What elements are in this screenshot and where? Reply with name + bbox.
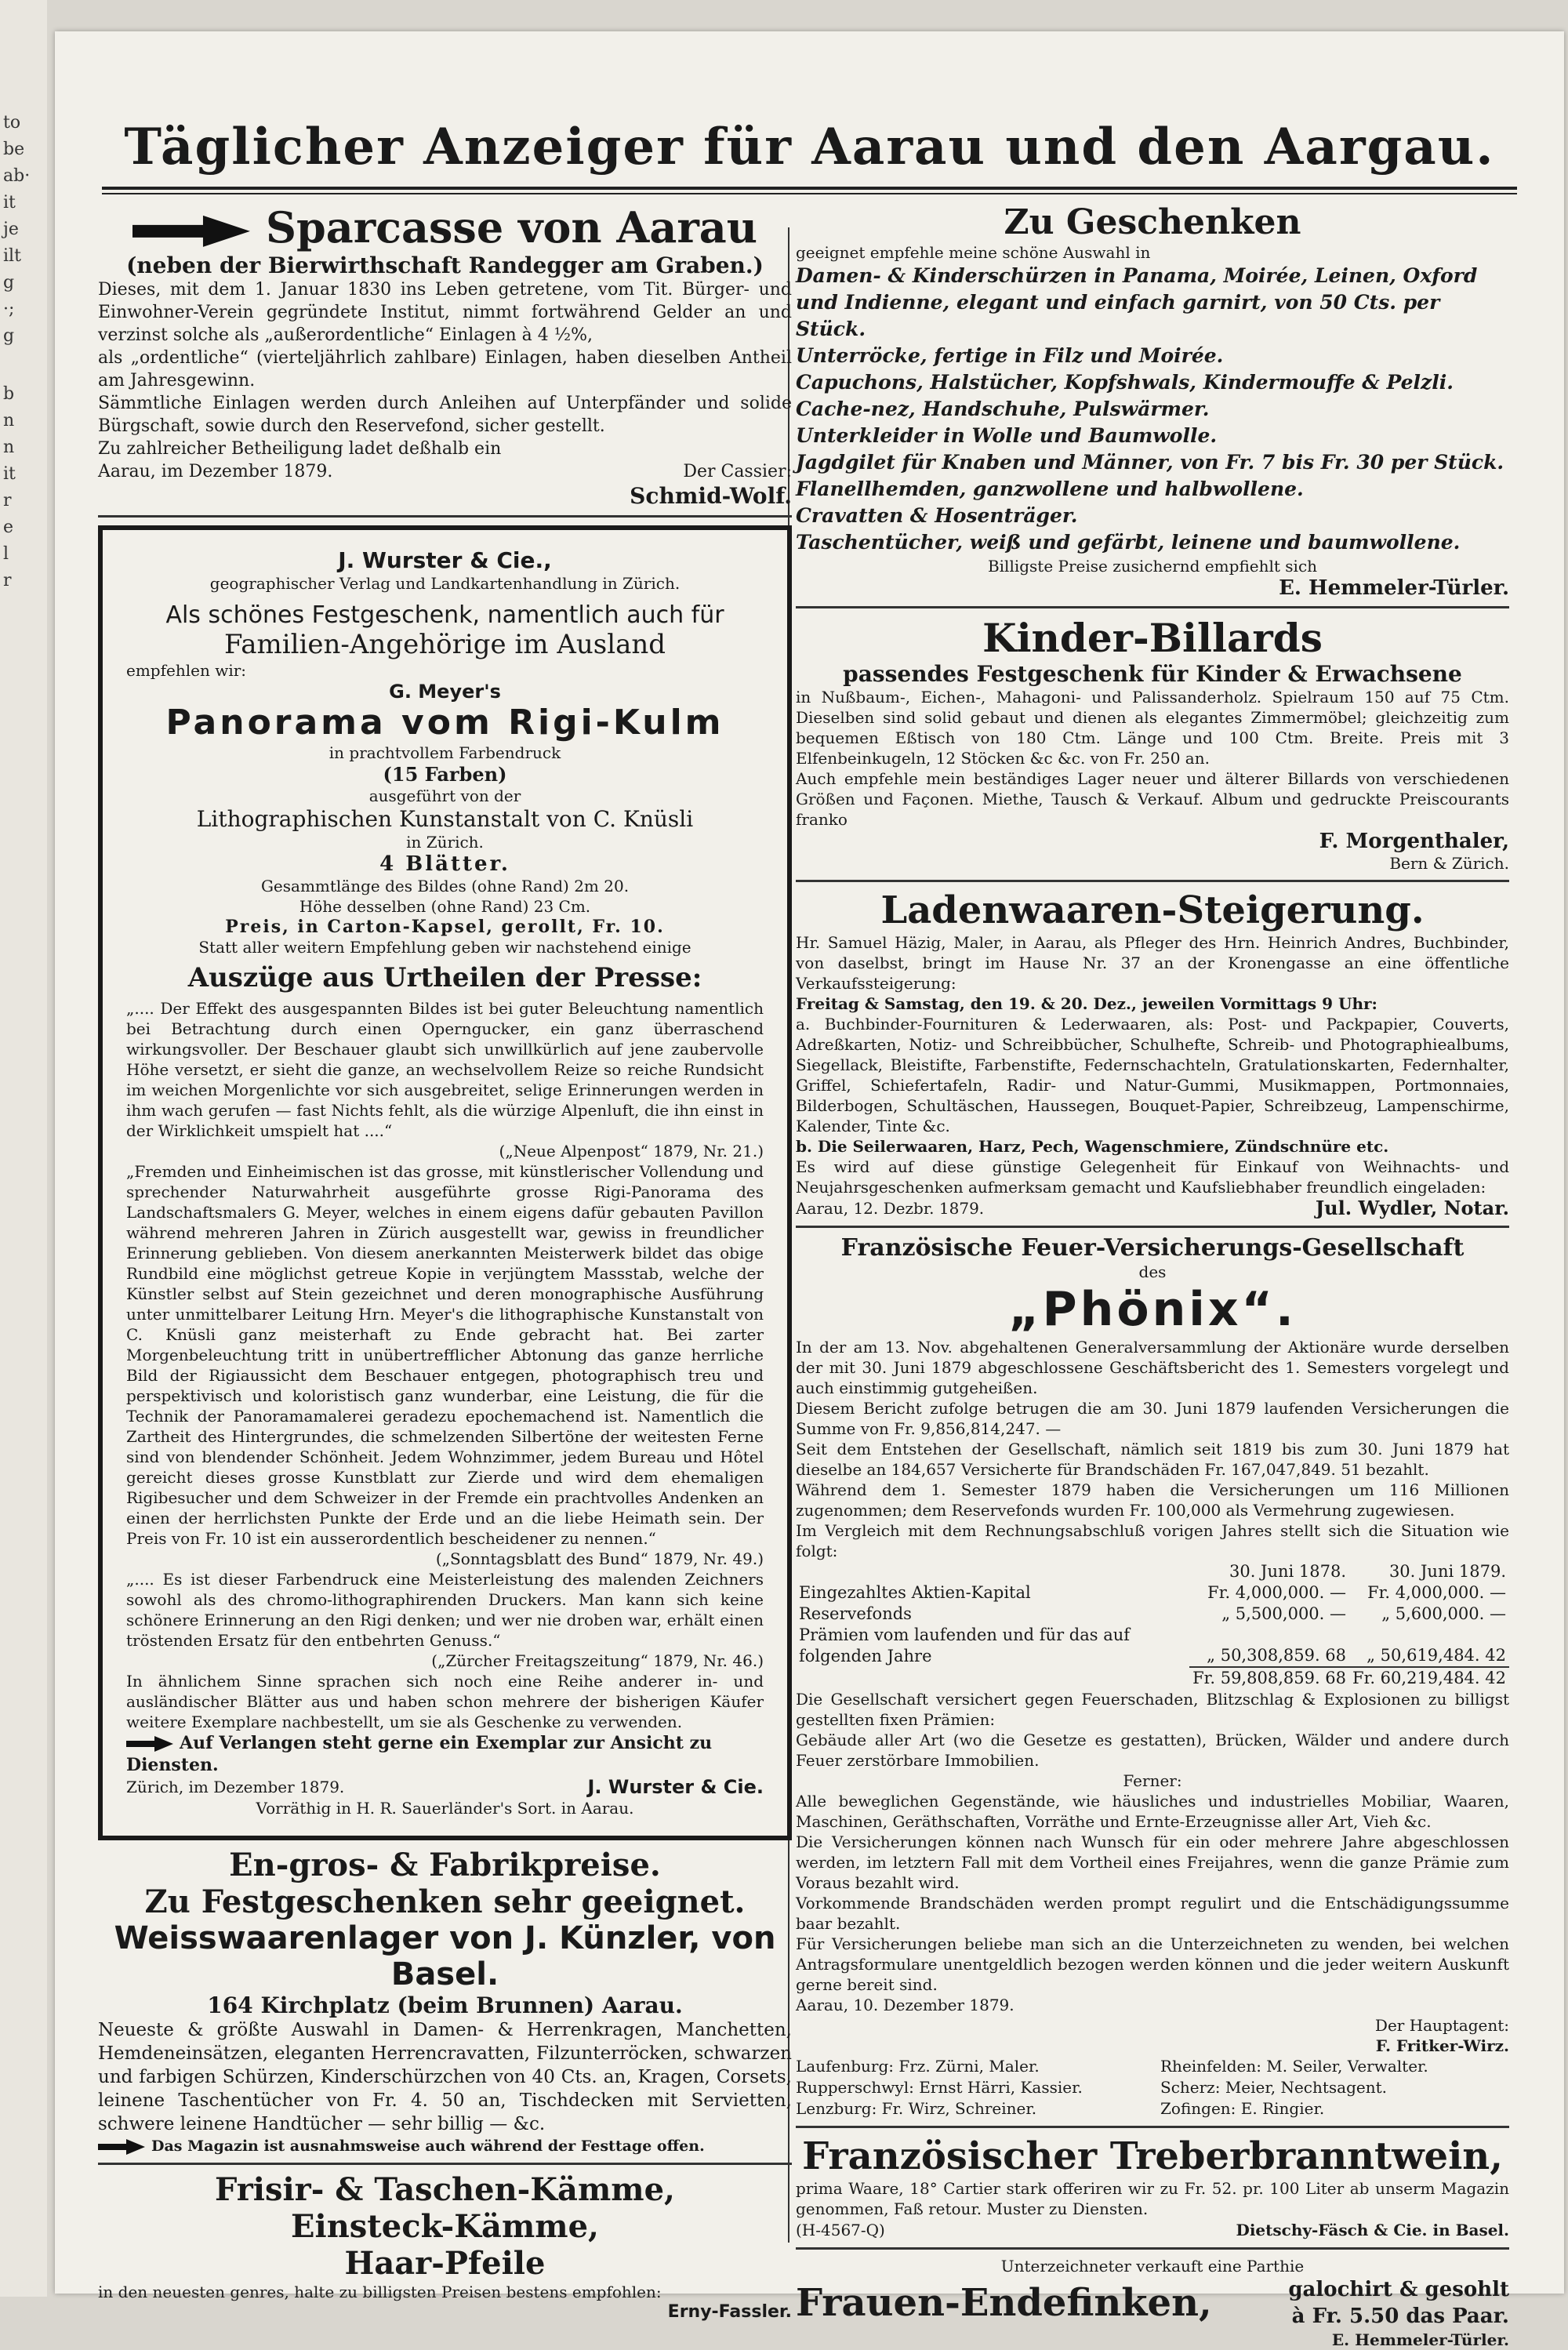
table-row <box>796 1582 1509 1604</box>
separator <box>796 1226 1509 1228</box>
review-2: „Fremden und Einheimischen ist das grosse, mit künstlerischer Vollendung und sprechender Naturwahrheit ausgeführte grosse Rigi-Panorama des Landschaftsmalers G. Meyer, welches in einem eigens dafür gebauten Pavillon während mehreren Jahren in Zürich ausgestellt war, gewiss in freundlicher Erinnerung geblieben. Von diesem anerkannten Meisterwerk bildet das obige Rundbild eine möglichst getreue Kopie in verjüngtem Massstab, welche der Künstler selbst auf Stein gezeichnet und deren monographische Ausführung unter unmittelbarer Leitung Hrn. Meyer's die lithographische Kunstanstalt von C. Knüsli ganz meisterhaft zu Ende gebracht hat. Bei zarter Morgenbeleuchtung tritt in unübertrefflicher Abtonung das ganze herrliche Bild der Rigiaussicht dem Beschauer entgegen, photographisch treu und perspektivisch und koloristisch ganz wunderbar, eine Leistung, die für die Technik der Panoramamalerei geradezu epochemachend ist. Namentlich die Zartheit des Hintergrundes, die schmelzenden Silbertöne der weitesten Ferne sind von blendender Schönheit. Jedem Wohnzimmer, jedem Bureau und Hôtel gereicht dieses grosse Kunstblatt zur Zierde und wird dem ehemaligen Rigibesucher und dem Schweizer in der Fremde ein prachtvolles Andenken an einen der herrlichsten Punkte der Erde und an die liebe Heimath sein. Der Preis von Fr. 10 ist ein ausserordentlich bescheidener zu nennen.“ <box>126 1162 764 1548</box>
geschenken-item-1: Damen- & Kinderschürzen in Panama, Moirée, Leinen, Oxford und Indienne, elegant und einfach garnirt, von 50 Cts. per Stück. <box>796 264 1478 340</box>
billards-city: Bern & Zürich. <box>1389 854 1509 873</box>
table-cell: Eingezahltes Aktien-Kapital <box>799 1583 1031 1602</box>
wurster-line3: empfehlen wir: <box>126 661 247 680</box>
edge-fragment: it <box>3 464 16 484</box>
wurster-print: in prachtvollem Farbendruck <box>328 743 561 762</box>
pointing-hand-icon <box>98 2139 145 2155</box>
treber-title: Französischer Treberbranntwein, <box>802 2134 1503 2178</box>
finken-ad <box>788 2256 1509 2350</box>
agent: Scherz: Meier, Nechtsagent. <box>1160 2078 1387 2097</box>
table-cell: „ 50,619,484. 42 <box>1367 1646 1506 1665</box>
edge-fragment: ilt <box>3 246 21 266</box>
sparcasse-signature: Schmid-Wolf. <box>630 483 792 509</box>
wurster-signature: J. Wurster & Cie. <box>587 1776 764 1798</box>
geschenken-intro: geeignet empfehle meine schöne Auswahl in <box>796 243 1151 262</box>
sparcasse-body-3: Sämmtliche Einlagen werden durch Anleihen auf Unterpfänder und solide Bürgschaft, sowie durch den Reservefond, sicher gestellt. <box>98 394 792 436</box>
kuenzler-note: Das Magazin ist ausnahmsweise auch während der Festtage offen. <box>151 2138 705 2155</box>
wurster-stock: Vorräthig in H. R. Sauerländer's Sort. in Aarau. <box>256 1799 634 1818</box>
treber-body: prima Waare, 18° Cartier stark offeriren wir zu Fr. 52. pr. 100 Liter ab unserm Magazin genommen, Faß retour. Muster zu Diensten. <box>796 2179 1509 2218</box>
pointing-hand-icon <box>132 216 250 247</box>
geschenken-signature: E. Hemmeler-Türler. <box>1279 576 1509 600</box>
table-cell: „ 5,500,000. — <box>1221 1604 1347 1623</box>
finken-side1: galochirt & gesohlt <box>1288 2278 1509 2301</box>
newspaper-page <box>55 31 1564 2349</box>
edge-fragment: e <box>3 518 14 537</box>
phoenix-des: des <box>1138 1262 1167 1281</box>
phoenix-p5: Im Vergleich mit dem Rechnungsabschluß vorigen Jahres stellt sich die Situation wie folgt: <box>796 1521 1509 1560</box>
masthead: Täglicher Anzeiger für Aarau und den Aargau. <box>124 118 1495 176</box>
table-cell <box>796 1667 1189 1689</box>
edge-fragment: it <box>3 193 16 212</box>
wurster-line1: Als schönes Festgeschenk, namentlich auch für <box>165 601 724 629</box>
geschenken-item-8: Cravatten & Hosenträger. <box>796 504 1078 527</box>
table-cell: „ 50,308,859. 68 <box>1207 1646 1347 1665</box>
steigerung-title: Ladenwaaren-Steigerung. <box>880 888 1425 932</box>
geschenken-ad <box>788 202 1509 600</box>
review-3: „.... Es ist dieser Farbendruck eine Meisterleistung des malenden Zeichners sowohl als des chromo-lithographirenden Druckers. Man kann sich keine schönere Erinnerung an den Rigi denken; und wer nie droben war, erhält einen tröstenden Ersatz für den entbehrten Genuss.“ <box>126 1570 764 1650</box>
edge-fragment: r <box>3 571 12 590</box>
separator <box>796 2126 1509 2128</box>
edge-fragment: to <box>3 113 21 133</box>
wurster-reviews-title: Auszüge aus Urtheilen der Presse: <box>187 962 702 993</box>
wurster-sheets: 4 Blätter. <box>379 852 510 876</box>
sparcasse-title: Sparcasse von Aarau <box>265 202 758 252</box>
treber-ad <box>788 2134 1509 2241</box>
edge-fragment: g <box>3 326 15 346</box>
left-column <box>98 202 792 2322</box>
table-row <box>796 1625 1509 1667</box>
geschenken-title: Zu Geschenken <box>1004 202 1301 242</box>
sparcasse-body-1: Dieses, mit dem 1. Januar 1830 ins Leben getretene, vom Tit. Bürger- und Einwohner-Verein gegründete Institut, nimmt fortwährend Gelder an und verzinst solche als „außerordentliche“ Einlagen à 4 ½%, <box>98 280 792 345</box>
edge-fragment: b <box>3 384 15 404</box>
phoenix-p9: Alle beweglichen Gegenstände, wie häusliches und industrielles Mobiliar, Waaren, Maschinen, Geräthschaften, Vorräthe und Ernte-Erzeugnisse aller Art, Vieh &c. <box>796 1792 1509 1831</box>
masthead-rule <box>102 187 1517 190</box>
steigerung-closing: Es wird auf diese günstige Gelegenheit für Einkauf von Weihnachts- und Neujahrsgeschenken aufmerksam gemacht und Kaufsliebhaber freundlich eingeladen: <box>796 1157 1509 1197</box>
review-1-source: („Neue Alpenpost“ 1879, Nr. 21.) <box>499 1142 764 1160</box>
wurster-request: Auf Verlangen steht gerne ein Exemplar zur Ansicht zu Diensten. <box>126 1733 713 1775</box>
table-cell: Fr. 4,000,000. — <box>1367 1583 1506 1602</box>
treber-signature: Dietschy-Fäsch & Cie. in Basel. <box>1236 2221 1509 2239</box>
review-summary: In ähnlichem Sinne sprachen sich noch eine Reihe anderer in- und ausländischer Blätter aus und haben schon mehrere der bisherigen Käufer weitere Exemplare nachbestellt, um sie als Geschenke zu verwenden. <box>126 1672 764 1731</box>
table-header: 30. Juni 1878. <box>1229 1562 1347 1581</box>
finken-signature: E. Hemmeler-Türler. <box>1331 2330 1509 2349</box>
kuenzler-ad <box>98 1847 792 2156</box>
separator <box>796 880 1509 882</box>
geschenken-item-9: Taschentücher, weiß und gefärbt, leinene und baumwollene. <box>796 531 1461 554</box>
table-row <box>796 1604 1509 1625</box>
wurster-place-date: Zürich, im Dezember 1879. <box>126 1778 345 1796</box>
steigerung-signature: Jul. Wydler, Notar. <box>1315 1197 1509 1219</box>
kuenzler-body: Neueste & größte Auswahl in Damen- & Herrenkragen, Manchetten, Hemdeneinsätzen, eleganten Herrencravatten, Filzunterröcken, schwarzen und farbigen Schürzen, Kinderschürzchen von 40 Cts. an, Kragen, Corsets, leinene Taschentücher von Fr. 4. 50 an, Tischdecken mit Servietten, schwere leinene Handtücher — sehr billig — &c. <box>98 2020 792 2134</box>
combs-signature: Erny-Fassler. <box>667 2302 792 2322</box>
edge-fragment: l <box>3 544 9 564</box>
steigerung-dates: Freitag & Samstag, den 19. & 20. Dez., jeweilen Vormittags 9 Uhr: <box>796 994 1377 1013</box>
sparcasse-body-2: als „ordentliche“ (vierteljährlich zahlbare) Einlagen, haben dieselben Antheil am Jahresgewinn. <box>98 348 792 390</box>
table-header: 30. Juni 1879. <box>1388 1562 1506 1581</box>
finken-side2: à Fr. 5.50 das Paar. <box>1291 2305 1509 2328</box>
phoenix-place-date: Aarau, 10. Dezember 1879. <box>796 1996 1014 2014</box>
sparcasse-place-date: Aarau, im Dezember 1879. <box>98 462 333 481</box>
wurster-executed: ausgeführt von der <box>368 786 521 805</box>
edge-fragment: je <box>3 220 19 239</box>
billards-body2: Auch empfehle mein beständiges Lager neuer und älterer Billards von verschiedenen Größen und Façonen. Miethe, Tausch & Verkauf. Album und gedruckte Preiscourants franko <box>796 769 1509 829</box>
agent: Rheinfelden: M. Seiler, Verwalter. <box>1160 2057 1428 2076</box>
geschenken-item-7: Flanellhemden, ganzwollene und halbwollene. <box>796 478 1304 500</box>
phoenix-p10: Die Versicherungen können nach Wunsch für ein oder mehrere Jahre abgeschlossen werden, im letztern Fall mit dem Vortheil eines Freijahres, wenn die ganze Prämie zum Voraus bezahlt wird. <box>796 1832 1509 1892</box>
agent: Rupperschwyl: Ernst Härri, Kassier. <box>796 2078 1083 2097</box>
billards-ad <box>788 615 1509 874</box>
agent: Zofingen: E. Ringier. <box>1160 2099 1325 2118</box>
wurster-author: G. Meyer's <box>389 681 501 703</box>
geschenken-item-3: Capuchons, Halstücher, Kopfshwals, Kindermouffe & Pelzli. <box>796 371 1454 394</box>
review-3-source: („Zürcher Freitagszeitung“ 1879, Nr. 46.) <box>431 1651 764 1670</box>
separator <box>98 515 792 518</box>
separator <box>796 606 1509 608</box>
phoenix-p12: Für Versicherungen beliebe man sich an die Unterzeichneten zu wenden, bei welchen Antragsformulare unentgeldlich bezogen werden können und die jeder weitern Auskunft gerne bereit sind. <box>796 1934 1509 1994</box>
agent: Laufenburg: Frz. Zürni, Maler. <box>796 2057 1040 2076</box>
table-cell: Prämien vom laufenden und für das auf folgenden Jahre <box>799 1625 1131 1665</box>
finken-intro: Unterzeichneter verkauft eine Parthie <box>1000 2257 1305 2276</box>
phoenix-p11: Vorkommende Brandschäden werden prompt regulirt und die Entschädigungssumme baar bezahlt. <box>796 1894 1509 1933</box>
finken-title: Frauen-Endefinken, <box>796 2281 1212 2325</box>
wurster-height: Höhe desselben (ohne Rand) 23 Cm. <box>299 897 591 916</box>
phoenix-role: Der Hauptagent: <box>1374 2016 1509 2035</box>
phoenix-agents <box>796 2056 1509 2119</box>
right-column <box>788 202 1509 2350</box>
sparcasse-role: Der Cassier: <box>683 462 792 481</box>
table-row-total <box>796 1667 1509 1689</box>
steigerung-body: Hr. Samuel Häzig, Maler, in Aarau, als Pfleger des Hrn. Heinrich Andres, Buchbinder, von daselbst, bringt im Hause Nr. 37 an der Kronengasse an eine öffentliche Verkaufssteigerung: <box>796 933 1509 993</box>
table-cell: Fr. 4,000,000. — <box>1207 1583 1347 1602</box>
wurster-ad <box>98 525 792 1840</box>
wurster-title: Panorama vom Rigi-Kulm <box>165 703 724 743</box>
kuenzler-line1: En-gros- & Fabrikpreise. <box>229 1847 661 1883</box>
steigerung-item-a: a. Buchbinder-Fournituren & Lederwaaren, als: Post- und Packpapier, Couverts, Adreßkarten, Notiz- und Schreibbücher, Schulhefte, Schreib- und Photographiealbums, Siegellack, Bleistifte, Farbenstifte, Federnschachteln, Gratulationskarten, Federnhalter, Griffel, Schiefertafeln, Radir- und Natur-Gummi, Musikmappen, Portmonnaies, Bilderbogen, Schultäschen, Haussegen, Bouquet-Papier, Schreibzeug, Lampenschirme, Kalender, Tinte &c. <box>796 1015 1509 1135</box>
geschenken-closing: Billigste Preise zusichernd empfiehlt sich <box>987 557 1318 576</box>
edge-fragment: ·; <box>3 300 15 319</box>
wurster-firm-desc: geographischer Verlag und Landkartenhandlung in Zürich. <box>209 574 681 593</box>
geschenken-item-4: Cache-nez, Handschuhe, Pulswärmer. <box>796 398 1210 420</box>
wurster-firm: J. Wurster & Cie., <box>338 547 552 573</box>
wurster-colors: (15 Farben) <box>383 763 507 786</box>
sparcasse-subtitle: (neben der Bierwirthschaft Randegger am Graben.) <box>126 252 764 278</box>
combs-line1: Frisir- & Taschen-Kämme, <box>215 2171 675 2208</box>
geschenken-item-6: Jagdgilet für Knaben und Männer, von Fr. 7 bis Fr. 30 per Stück. <box>796 451 1504 474</box>
steigerung-ad <box>788 888 1509 1219</box>
combs-body: in den neuesten genres, halte zu billigsten Preisen bestens empfohlen: <box>98 2283 662 2301</box>
wurster-institute: Lithographischen Kunstanstalt von C. Knüsli <box>196 806 694 832</box>
phoenix-financial-table <box>796 1561 1509 1689</box>
treber-code: (H-4567-Q) <box>796 2221 885 2239</box>
steigerung-item-b: b. Die Seilerwaaren, Harz, Pech, Wagenschmiere, Zündschnüre etc. <box>796 1137 1389 1156</box>
wurster-length: Gesammtlänge des Bildes (ohne Rand) 2m 20. <box>260 877 630 895</box>
kuenzler-address: 164 Kirchplatz (beim Brunnen) Aarau. <box>207 1992 683 2018</box>
phoenix-p7: Gebäude aller Art (wo die Gesetze es gestatten), Brücken, Wälder und andere durch Feuer zerstörbare Immobilien. <box>796 1731 1509 1770</box>
wurster-price: Preis, in Carton-Kapsel, gerollt, Fr. 10. <box>225 917 665 937</box>
geschenken-item-5: Unterkleider in Wolle und Baumwolle. <box>796 424 1218 447</box>
phoenix-p3: Seit dem Entstehen der Gesellschaft, nämlich seit 1819 bis zum 30. Juni 1879 hat dieselbe an 184,657 Versicherte für Brandschäden Fr. 167,047,849. 51 bezahlt. <box>796 1440 1509 1479</box>
wurster-instead: Statt aller weitern Empfehlung geben wir nachstehend einige <box>198 938 691 957</box>
phoenix-signature: F. Fritker-Wirz. <box>1375 2036 1509 2055</box>
review-2-source: („Sonntagsblatt des Bund“ 1879, Nr. 49.) <box>435 1549 764 1568</box>
billards-subtitle: passendes Festgeschenk für Kinder & Erwachsene <box>843 661 1462 687</box>
separator <box>98 2163 792 2165</box>
sparcasse-ad <box>98 202 792 509</box>
phoenix-p8: Ferner: <box>1123 1771 1182 1790</box>
sparcasse-body-4: Zu zahlreicher Betheiligung ladet deßhalb ein <box>98 439 502 459</box>
edge-fragment: r <box>3 491 12 510</box>
billards-signature: F. Morgenthaler, <box>1319 830 1509 853</box>
edge-fragment: ab· <box>3 166 31 186</box>
table-cell: Fr. 60,219,484. 42 <box>1349 1667 1509 1689</box>
phoenix-p2: Diesem Bericht zufolge betrugen die am 30. Juni 1879 laufenden Versicherungen die Summe von Fr. 9,856,814,247. — <box>796 1399 1509 1438</box>
phoenix-title: „Phönix“. <box>1008 1282 1297 1337</box>
separator <box>796 2247 1509 2250</box>
phoenix-p1: In der am 13. Nov. abgehaltenen Generalversammlung der Aktionäre wurde derselben der mit 30. Juni 1879 abgeschlossene Geschäftsbericht des 1. Semesters vorgelegt und auch einstimmig gutgeheißen. <box>796 1338 1509 1397</box>
steigerung-place-date: Aarau, 12. Dezbr. 1879. <box>796 1199 985 1218</box>
kuenzler-line2: Zu Festgeschenken sehr geeignet. <box>144 1883 746 1920</box>
geschenken-item-2: Unterröcke, fertige in Filz und Moirée. <box>796 344 1224 367</box>
agent: Lenzburg: Fr. Wirz, Schreiner. <box>796 2099 1037 2118</box>
edge-fragment: be <box>3 140 25 159</box>
table-cell: Fr. 59,808,859. 68 <box>1189 1667 1349 1689</box>
review-1: „.... Der Effekt des ausgespannten Bildes ist bei guter Beleuchtung namentlich bei Betrachtung durch einen Operngucker, ein ganz überraschend wirkungsvoller. Der Beschauer glaubt sich unwillkürlich auf jene zaubervolle Höhe versetzt, er sieht die ganze, an wechselvollem Reize so reiche Rundsicht im weichen Morgenlichte vor sich ausgebreitet, selige Erinnerungen werden in ihm wach gerufen — fast Nichts fehlt, als die würzige Alpenluft, die ihn einst in der Wirklichkeit umspielt hat ....“ <box>126 999 764 1140</box>
billards-body: in Nußbaum-, Eichen-, Mahagoni- und Palissanderholz. Spielraum 150 auf 75 Ctm. Dieselben sind solid gebaut und dienen als elegantes Zimmermöbel; gleichzeitig zum bequemen Eßtisch von 180 Ctm. Länge und 100 Ctm. Breite. Preis mit 3 Elfenbeinkugeln, 12 Stöcken &c &c. von Fr. 250 an. <box>796 688 1509 768</box>
edge-fragment: g <box>3 273 15 292</box>
kuenzler-line3: Weisswaarenlager von J. Künzler, von Basel. <box>114 1920 776 1992</box>
adjacent-page-edge <box>0 0 47 2297</box>
edge-fragment: n <box>3 438 15 457</box>
phoenix-p4: Während dem 1. Semester 1879 haben die Versicherungen um 116 Millionen zugenommen; dem Reservefonds wurden Fr. 100,000 als Vermehrung zugewiesen. <box>796 1480 1509 1520</box>
pointing-hand-icon <box>126 1736 173 1752</box>
phoenix-p6: Die Gesellschaft versichert gegen Feuerschaden, Blitzschlag & Explosionen zu billigst gestellten fixen Prämien: <box>796 1690 1509 1729</box>
billards-title: Kinder-Billards <box>982 615 1323 661</box>
phoenix-ad <box>788 1234 1509 2119</box>
wurster-city: in Zürich. <box>406 833 484 852</box>
table-cell: Reservefonds <box>799 1604 912 1623</box>
table-cell: „ 5,600,000. — <box>1381 1604 1506 1623</box>
wurster-line2: Familien-Angehörige im Ausland <box>223 629 666 660</box>
phoenix-header: Französische Feuer-Versicherungs-Gesellschaft <box>840 1234 1465 1262</box>
masthead-rule-thin <box>102 193 1517 194</box>
combs-line3: Haar-Pfeile <box>344 2245 546 2282</box>
edge-fragment: n <box>3 411 15 430</box>
combs-ad <box>98 2171 792 2322</box>
combs-line2: Einsteck-Kämme, <box>291 2208 599 2245</box>
